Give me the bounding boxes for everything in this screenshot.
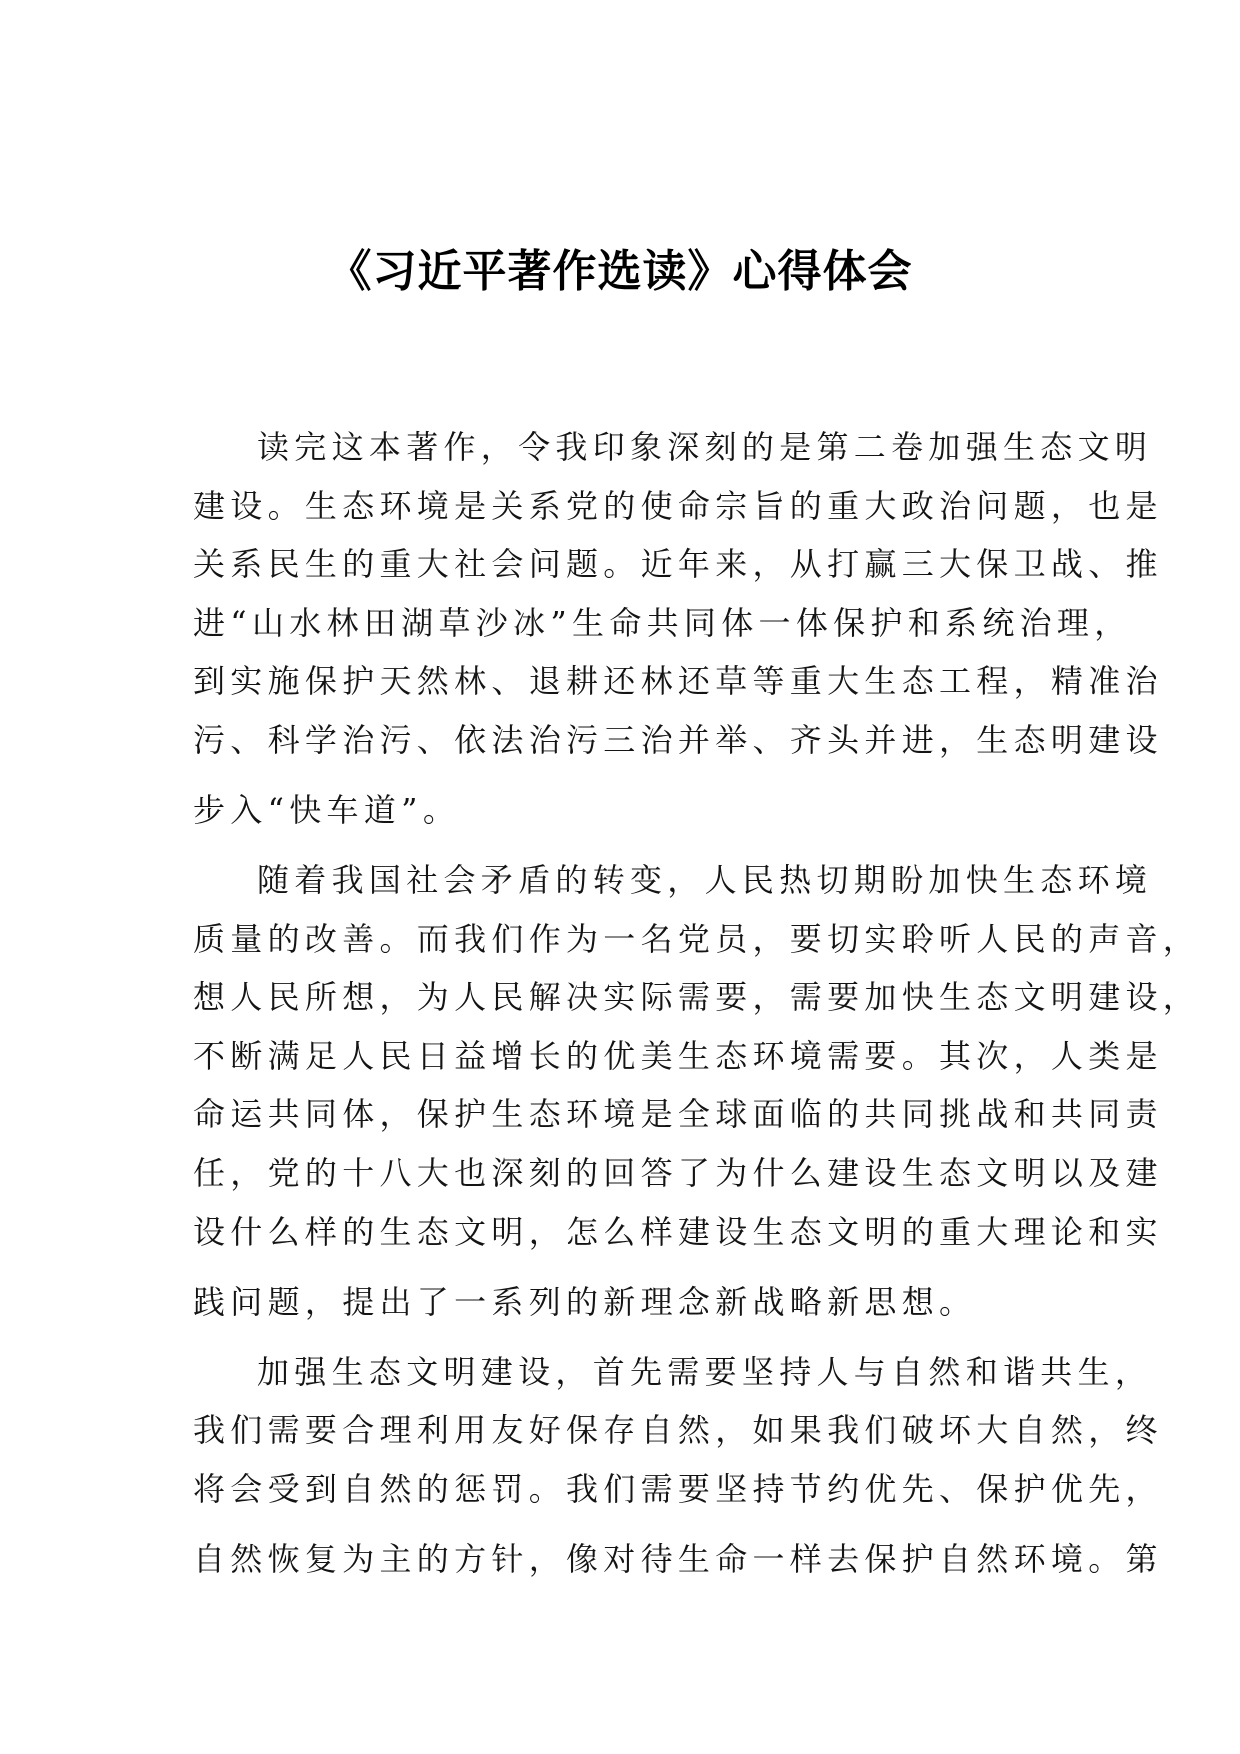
text-line: 想人民所想，为人民解决实际需要，需要加快生态文明建设， [193,978,1201,1017]
text-line: 随着我国社会矛盾的转变，人民热切期盼加快生态环境 [257,860,1153,899]
text-line: 将会受到自然的惩罚。我们需要坚持节约优先、保护优先， [193,1469,1163,1508]
paragraph [193,1350,1163,1581]
paragraph [193,425,1163,832]
text-line: 质量的改善。而我们作为一名党员，要切实聆听人民的声音， [193,919,1201,958]
text-line: 关系民生的重大社会问题。近年来，从打赢三大保卫战、推 [193,545,1163,584]
text-line: 我们需要合理利用友好保存自然，如果我们破坏大自然，终 [193,1411,1163,1450]
text-line: 读完这本著作，令我印象深刻的是第二卷加强生态文明 [257,428,1153,466]
text-line: 践问题，提出了一系列的新理念新战略新思想。 [193,1282,977,1321]
text-line: 任，党的十八大也深刻的回答了为什么建设生态文明以及建 [193,1153,1163,1192]
text-line: 设什么样的生态文明，怎么样建设生态文明的重大理论和实 [193,1212,1163,1251]
text-line: 不断满足人民日益增长的优美生态环境需要。其次，人类是 [193,1036,1163,1075]
text-line: 到实施保护天然林、退耕还林还草等重大生态工程，精准治 [193,662,1163,701]
text-line: 进“山水林田湖草沙冰”生命共同体一体保护和系统治理， [193,603,1132,642]
paragraph [193,858,1201,1324]
text-line: 命运共同体，保护生态环境是全球面临的共同挑战和共同责 [193,1095,1163,1134]
text-line: 加强生态文明建设，首先需要坚持人与自然和谐共生， [257,1352,1153,1391]
text-line: 建设。生态环境是关系党的使命宗旨的重大政治问题，也是 [193,486,1163,525]
text-line: 自然恢复为主的方针，像对待生命一样去保护自然环境。第 [193,1539,1163,1578]
text-line: 步入“快车道”。 [193,790,461,829]
document-title: 《习近平著作选读》心得体会 [327,246,913,297]
document-body [193,425,1201,1581]
text-line: 污、科学治污、依法治污三治并举、齐头并进，生态明建设 [193,720,1163,759]
